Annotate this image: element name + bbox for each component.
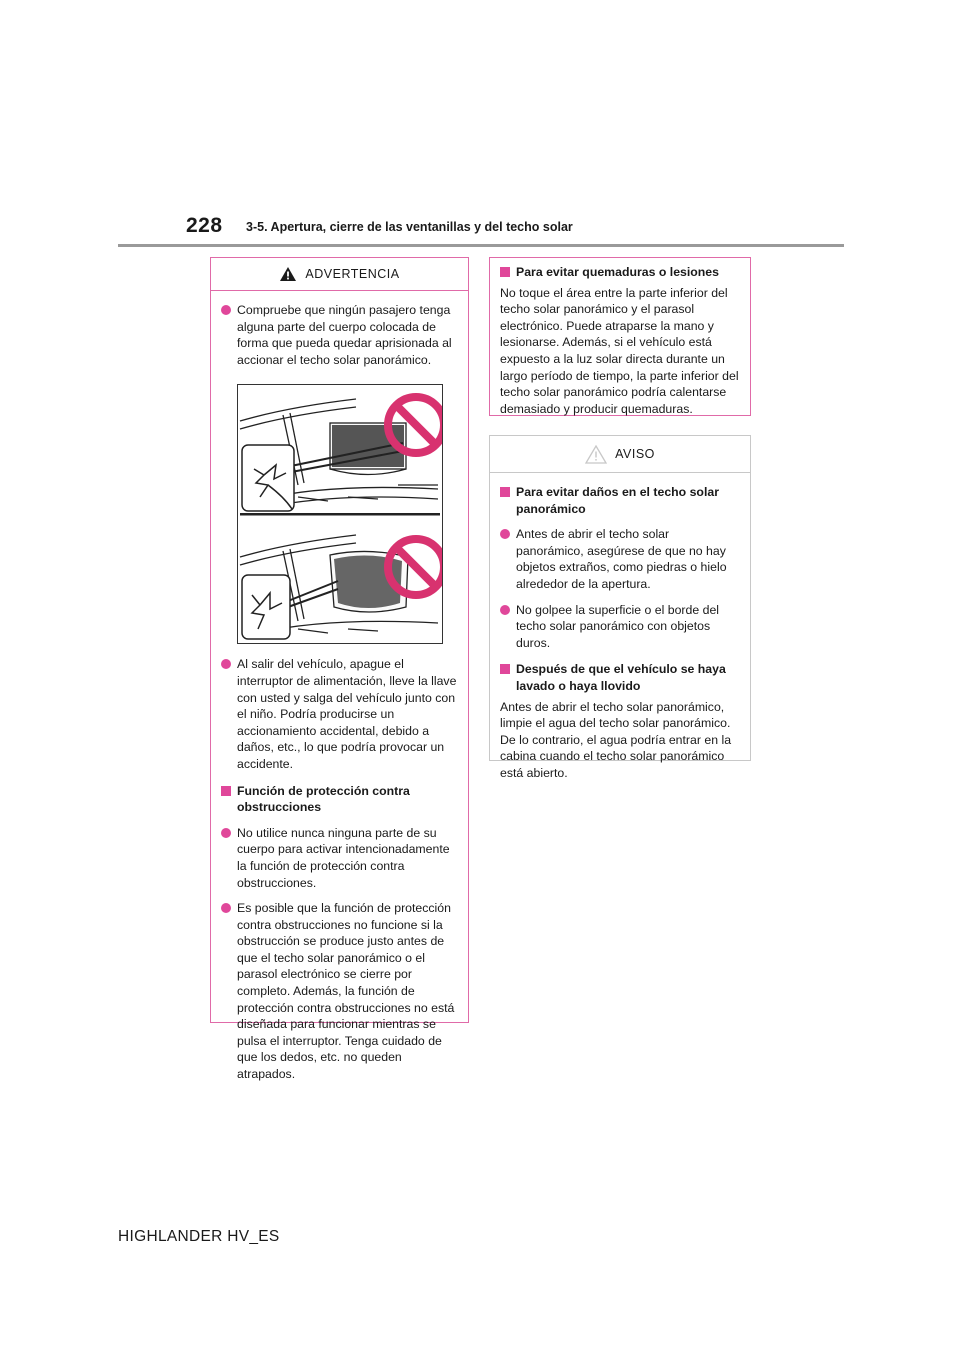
warning-title: ADVERTENCIA [305,267,400,281]
notice-header [490,436,750,473]
square-bullet-icon [500,267,510,277]
square-bullet-icon [500,664,510,674]
sunroof-prohibition-illustration [237,384,443,644]
warning-item: Es posible que la función de protección contra obstrucciones no funcione si la obstrucción se produce justo antes de que el techo solar panorámico o el parasol electrónico se cierre por completo. Además, la función de protección contra obstrucciones no está diseñada para funcionar mientras se pulsa el interruptor. Tenga cuidado de que los dedos, etc. no queden atrapados. [221,900,458,1083]
warning-item: Compruebe que ningún pasajero tenga alguna parte del cuerpo colocada de forma que pueda quedar aprisionada al accionar el techo solar panorámico. [221,302,458,368]
footer-model: HIGHLANDER HV_ES [118,1228,280,1245]
warning-item: No utilice nunca ninguna parte de su cuerpo para activar intencionadamente la función de protección contra obstrucciones. [221,825,458,891]
subsection-heading: Para evitar daños en el techo solar panorámico [500,484,740,517]
bullet-icon [500,529,510,539]
warning-paragraph: No toque el área entre la parte inferior del techo solar panorámico y el parasol electrónico. Puede atraparse la mano y lesionarse. Además, si el vehículo está expuesto a la luz solar directa durante un largo período de tiempo, la parte inferior del techo solar panorámico podría calentarse demasiado y producir quemaduras. [500,285,739,416]
warning-continuation-box [489,257,751,416]
bullet-icon [221,828,231,838]
square-bullet-icon [221,786,231,796]
notice-item: No golpee la superficie o el borde del techo solar panorámico con objetos duros. [500,602,740,652]
notice-box [489,435,751,780]
notice-item: Antes de abrir el techo solar panorámico, asegúrese de que no hay objetos extraños, como piedras o hielo alrededor de la apertura. [500,526,740,592]
page-number: 228 [186,214,223,237]
subsection-heading: Función de protección contra obstrucciones [221,783,458,816]
notice-paragraph: Antes de abrir el techo solar panorámico, limpie el agua del techo solar panorámico. De lo contrario, el agua podría entrar en la cabina cuando el techo solar panorámico está abierto. [500,699,732,780]
caution-triangle-icon [585,445,607,464]
bullet-icon [221,305,231,315]
section-title: 3-5. Apertura, cierre de las ventanillas y del techo solar [246,220,573,234]
sunroof-illustration-svg [238,385,442,643]
notice-title: AVISO [615,447,655,461]
warning-item: Al salir del vehículo, apague el interruptor de alimentación, lleve la llave con usted y salga del vehículo junto con el niño. Podría producirse un accionamiento accidental, debido a daños, etc., lo que podría provocar un accidente. [221,656,458,772]
warning-triangle-icon [279,266,297,282]
subsection-heading: Para evitar quemaduras o lesiones [500,264,740,281]
subsection-heading: Después de que el vehículo se haya lavado o haya llovido [500,661,740,694]
warning-header [211,258,468,291]
bullet-icon [221,903,231,913]
header-rule [118,244,844,247]
bullet-icon [500,605,510,615]
square-bullet-icon [500,487,510,497]
bullet-icon [221,659,231,669]
warning-box [210,257,469,1082]
